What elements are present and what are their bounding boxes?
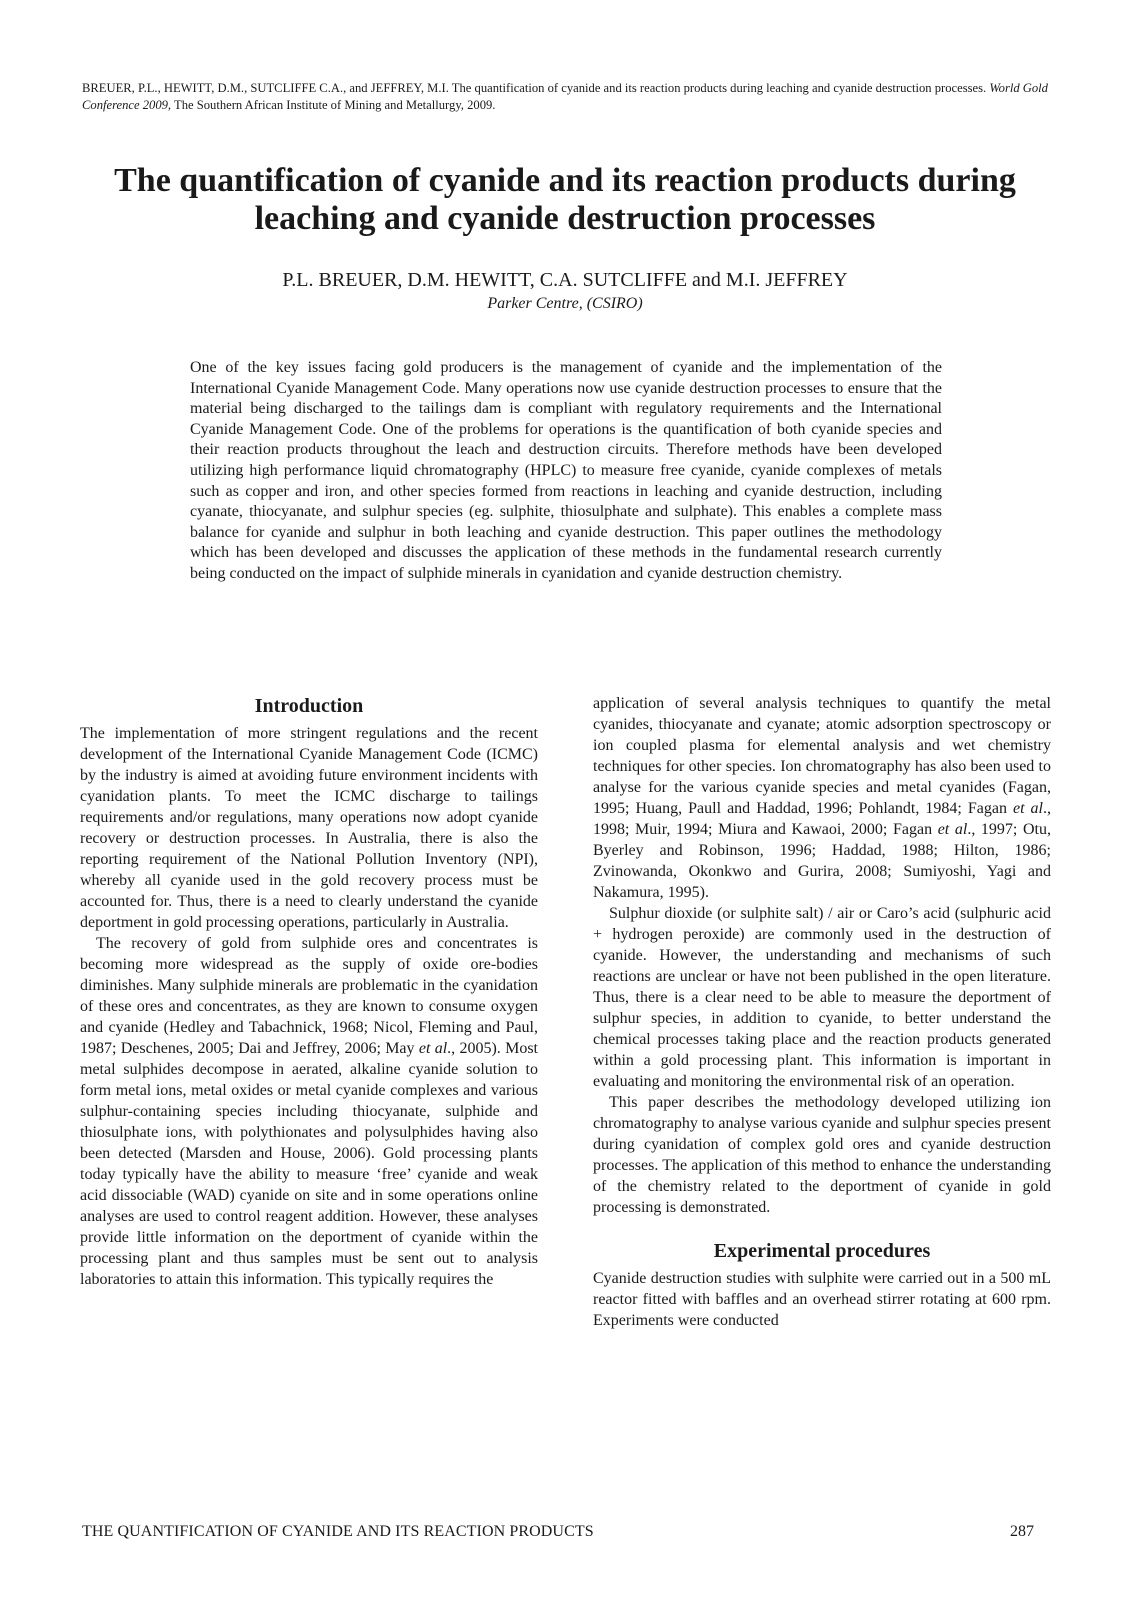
introduction-heading: Introduction	[254, 695, 364, 717]
experimental-paragraph-1: Cyanide destruction studies with sulphite were carried out in a 500 mL reactor fitted with baffles and an overhead stirrer rotating at 600 rpm. Experiments were conducted	[593, 1270, 1051, 1329]
right-column	[593, 693, 1051, 1331]
right-paragraph-1-text-a: application of several analysis techniques to quantify the metal cyanides, thiocyanate and cyanate; atomic adsorption spectroscopy or ion coupled plasma for elemental analysis and wet chemistry techniques for other species. Ion chromatography has also been used to analyse for the various cyanide species and metal cyanides (Fagan, 1995; Huang, Paull and Haddad, 1996; Pohlandt, 1984; Fagan	[593, 695, 1051, 817]
author-list: P.L. BREUER, D.M. HEWITT, C.A. SUTCLIFFE and M.I. JEFFREY	[282, 269, 848, 291]
right-paragraph-1-text-b: ., 1998; Muir, 1994; Miura and Kawaoi, 2000; Fagan	[593, 800, 1052, 838]
et-al-italic: et al	[1012, 800, 1044, 817]
paper-title: The quantification of cyanide and its reaction products during leaching and cyanide destruction processes	[114, 162, 1016, 237]
et-al-italic: et al	[937, 821, 968, 838]
citation-publisher: The Southern African Institute of Mining and Metallurgy, 2009.	[174, 98, 496, 112]
abstract: One of the key issues facing gold producers is the management of cyanide and the implementation of the International Cyanide Management Code. Many operations now use cyanide destruction processes to ensure that the material being discharged to the tailings dam is compliant with regulatory requirements and the International Cyanide Management Code. One of the problems for operations is the quantification of both cyanide species and their reaction products throughout the leach and destruction circuits. Therefore methods have been developed utilizing high performance liquid chromatography (HPLC) to measure free cyanide, cyanide complexes of metals such as copper and iron, and other species formed from reactions in leaching and cyanide destruction, including cyanate, thiocyanate, and sulphur species (eg. sulphite, thiosulphate and sulphate). This enables a complete mass balance for cyanide and sulphur in both leaching and cyanide destruction. This paper outlines the methodology which has been developed and discusses the application of these methods in the fundamental research currently being conducted on the impact of sulphide minerals in cyanidation and cyanide destruction chemistry.	[190, 359, 942, 582]
introduction-paragraph-2	[80, 933, 538, 1290]
affiliation: Parker Centre, (CSIRO)	[487, 295, 643, 312]
introduction-paragraph-2-text-b: ., 2005). Most metal sulphides decompose in aerated, alkaline cyanide solution to form metal ions, metal oxides or metal cyanide complexes and various sulphur-containing species including thiocyanate, sulphide and thiosulphate ions, with polythionates and polysulphides having also been detected (Marsden and House, 2006). Gold processing plants today typically have the ability to measure ‘free’ cyanide and weak acid dissociable (WAD) cyanide on site and in some operations online analyses are used to control reagent addition. However, these analyses provide little information on the deportment of cyanide within the processing plant and thus samples must be sent out to analysis laboratories to attain this information. This typically requires the	[80, 1040, 538, 1288]
right-paragraph-2: Sulphur dioxide (or sulphite salt) / air or Caro’s acid (sulphuric acid + hydrogen peroxide) are commonly used in the destruction of cyanide. However, the understanding and mechanisms of such reactions are unclear or have not been published in the open literature. Thus, there is a clear need to be able to measure the deportment of sulphur species, in addition to cyanide, to better understand the chemical processes taking place and the reaction products generated within a gold processing plant. This information is important in evaluating and monitoring the environmental risk of an operation.	[593, 905, 1051, 1090]
right-paragraph-1	[593, 693, 1051, 903]
citation-text: BREUER, P.L., HEWITT, D.M., SUTCLIFFE C.A., and JEFFREY, M.I. The quantification of cyanide and its reaction products during leaching and cyanide destruction processes.	[82, 81, 987, 95]
running-footer-title: THE QUANTIFICATION OF CYANIDE AND ITS REACTION PRODUCTS	[82, 1523, 594, 1540]
right-paragraph-3: This paper describes the methodology developed utilizing ion chromatography to analyse various cyanide and sulphur species present during cyanidation of complex gold ores and cyanide destruction processes. The application of this method to enhance the understanding of the chemistry related to the deportment of cyanide in gold processing is demonstrated.	[593, 1094, 1051, 1216]
citation-header	[82, 80, 1052, 114]
left-column	[80, 693, 538, 1290]
right-paragraph-1-text-c: ., 1997; Otu, Byerley and Robinson, 1996; Haddad, 1988; Hilton, 1986; Zvinowanda, Okonkwo and Gurira, 2008; Sumiyoshi, Yagi and Nakamura, 1995).	[593, 821, 1051, 901]
citation-venue: World Gold Conference 2009,	[82, 81, 1048, 112]
introduction-paragraph-1: The implementation of more stringent regulations and the recent development of the International Cyanide Management Code (ICMC) by the industry is aimed at avoiding future environment incidents with cyanidation plants. To meet the ICMC discharge to tailings requirements and/or regulations, many operations now adopt cyanide recovery or destruction processes. In Australia, there is also the reporting requirement of the National Pollution Inventory (NPI), whereby all cyanide used in the gold recovery process must be accounted for. Thus, there is a need to clearly understand the cyanide deportment in gold processing operations, particularly in Australia.	[80, 725, 538, 931]
et-al-italic: et al	[418, 1040, 448, 1057]
experimental-procedures-heading: Experimental procedures	[713, 1240, 931, 1262]
introduction-paragraph-2-text-a: The recovery of gold from sulphide ores and concentrates is becoming more widespread as the supply of oxide ore-bodies diminishes. Many sulphide minerals are problematic in the cyanidation of these ores and concentrates, as they are known to consume oxygen and cyanide (Hedley and Tabachnick, 1968; Nicol, Fleming and Paul, 1987; Deschenes, 2005; Dai and Jeffrey, 2006; May	[80, 935, 538, 1057]
page-number: 287	[1010, 1523, 1034, 1540]
